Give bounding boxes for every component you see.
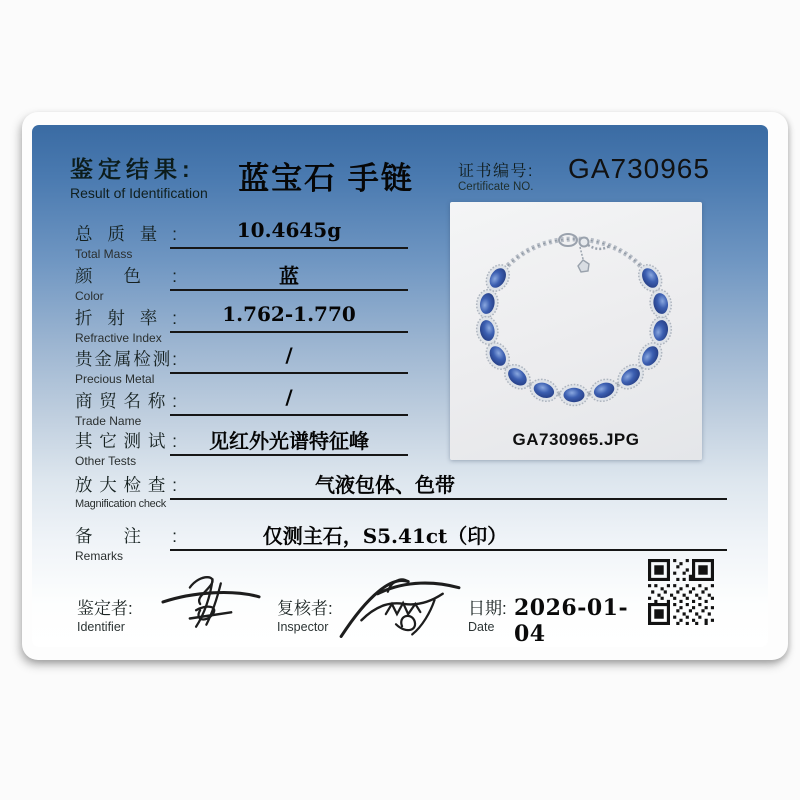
field-value: 气液包体、色带 xyxy=(315,473,455,497)
field-label-zh: 折射率: xyxy=(75,308,177,328)
field-label-zh: 放大检查: xyxy=(75,475,177,495)
field-row-magnification-check xyxy=(75,472,455,512)
date-label-zh: 日期: xyxy=(468,599,507,618)
photo-caption: GA730965.JPG xyxy=(512,430,640,449)
inspector-signature xyxy=(333,571,463,643)
result-value: 蓝宝石 手链 xyxy=(238,161,414,196)
field-label-en: Precious Metal xyxy=(75,372,155,386)
field-label-zh: 总质量: xyxy=(75,224,177,244)
underline xyxy=(170,247,408,249)
certificate-no-label xyxy=(458,158,534,193)
date-value: 2026-01-04 xyxy=(514,595,629,647)
identifier-label-en: Identifier xyxy=(77,620,125,634)
field-label-en: Refractive Index xyxy=(75,331,162,345)
underline xyxy=(170,372,408,374)
clasp xyxy=(559,234,610,272)
field-value: 1.762-1.770 xyxy=(222,302,356,326)
field-label-zh: 备注: xyxy=(75,526,177,546)
certificate-no-label-en: Certificate NO. xyxy=(458,181,534,193)
identifier-label-zh: 鉴定者: xyxy=(77,599,133,618)
certificate-pouch xyxy=(22,112,788,660)
underline xyxy=(170,331,408,333)
field-label-en: Magnification check xyxy=(75,498,166,510)
field-value: / xyxy=(285,343,293,367)
identifier-signature xyxy=(158,571,263,635)
field-row-refractive-index xyxy=(75,302,356,345)
underline xyxy=(170,289,408,291)
inspector-label-zh: 复核者: xyxy=(277,599,333,618)
field-row-total-mass xyxy=(75,218,342,261)
field-row-color xyxy=(75,263,299,303)
certificate-card xyxy=(32,125,768,647)
sample-photo xyxy=(450,202,702,460)
field-value: / xyxy=(285,385,293,409)
field-value: 见红外光谱特征峰 xyxy=(209,429,369,453)
date-label-en: Date xyxy=(468,620,495,634)
heart-tag xyxy=(578,260,589,272)
field-label-en: Color xyxy=(75,289,104,303)
identifier-label xyxy=(77,594,133,634)
underline xyxy=(170,414,408,416)
result-label-en: Result of Identification xyxy=(70,185,208,201)
field-label-zh: 商贸名称: xyxy=(75,391,177,411)
field-row-trade-name xyxy=(75,385,293,428)
field-label-en: Trade Name xyxy=(75,414,142,428)
field-label-zh: 颜色: xyxy=(75,266,177,286)
field-label-zh: 贵金属检测: xyxy=(75,349,177,369)
qr-code xyxy=(648,559,714,625)
field-label-en: Total Mass xyxy=(75,247,133,261)
field-value: 蓝 xyxy=(279,264,299,288)
inspector-label-en: Inspector xyxy=(277,620,329,634)
certificate-no-label-zh: 证书编号: xyxy=(458,163,534,180)
field-label-en: Remarks xyxy=(75,549,124,563)
field-label-en: Other Tests xyxy=(75,454,137,468)
underline xyxy=(170,549,727,551)
certificate-no-value: GA730965 xyxy=(568,153,710,184)
field-label-zh: 其它测试: xyxy=(75,431,177,451)
field-row-other-tests xyxy=(75,428,369,468)
sapphire-bracelet-image xyxy=(450,202,702,460)
underline xyxy=(170,454,408,456)
field-value: 仅测主石，S5.41ct（印） xyxy=(262,524,508,548)
field-row-precious-metal xyxy=(75,343,293,386)
field-value: 10.4645g xyxy=(236,218,342,242)
result-label-zh: 鉴定结果: xyxy=(70,156,195,182)
field-row-remarks xyxy=(75,523,508,563)
date-label xyxy=(468,594,507,634)
sapphire-gems xyxy=(475,261,674,406)
underline xyxy=(170,498,727,500)
inspector-label xyxy=(277,594,333,634)
